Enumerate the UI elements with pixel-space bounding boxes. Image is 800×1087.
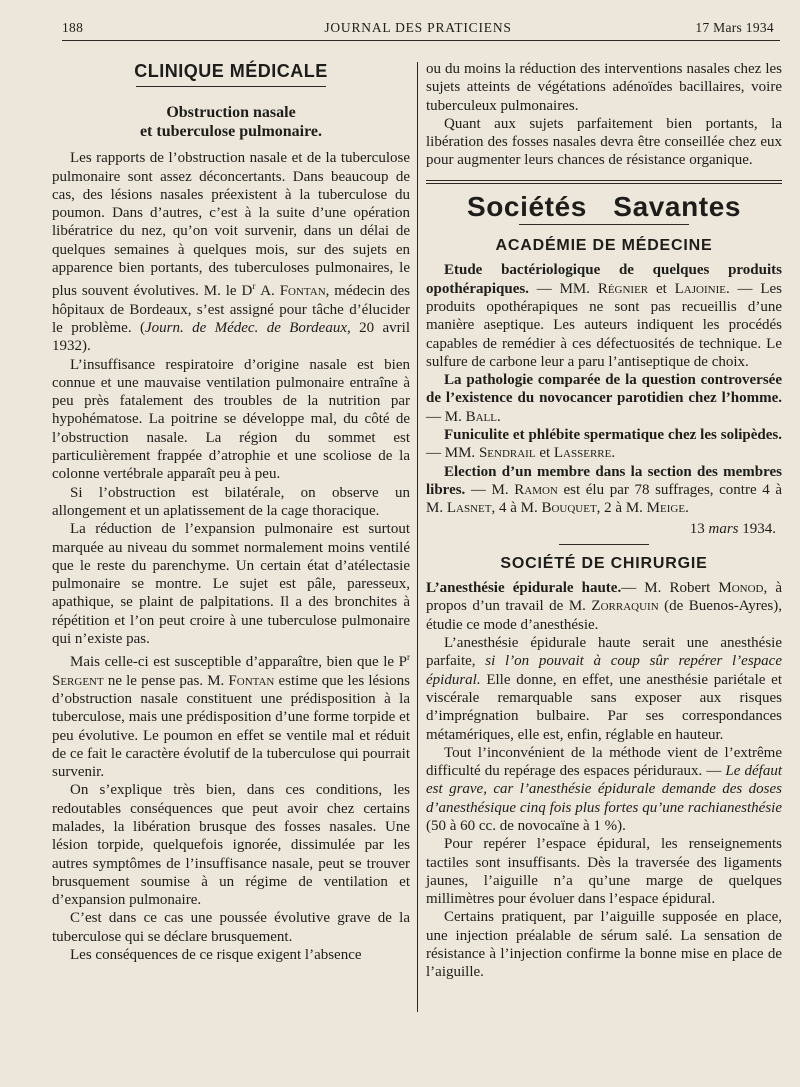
person-name: Régnier: [597, 280, 649, 297]
person-name: Fontan: [228, 672, 275, 689]
paragraph-1: [52, 149, 410, 355]
text: Les rapports de l’obstruction nasale et de la tuberculose pulmonaire sont assez déconcertants. Dans beaucoup de cas, des lésions nasales préexistent à la tuberculose du poumon. Dans d’autres, c’est à la suite d’une opération libératrice du nez, qu’on voit survenir, dans un délai de quelques semaines à quelques mois, sur des sujets en apparence bien portants, des tuberculoses pulmonaires, le plus souvent évolutives. M. le D: [52, 150, 410, 300]
article-title-line-2: et tuberculose pulmonaire.: [139, 123, 323, 141]
person-name: Meige: [646, 500, 686, 517]
left-column: [52, 54, 410, 964]
section-underline: [136, 86, 326, 87]
text: (de Buenos-Ayres), étudie ce mode d’anesthésie.: [426, 598, 782, 633]
session-date: [426, 520, 782, 538]
article-title: [52, 103, 410, 141]
section-heading-societes: Sociétés Savantes: [466, 190, 742, 222]
text: — M. Robert: [621, 580, 719, 597]
superscript: r: [407, 652, 410, 663]
paragraph-2: L’insuffisance respiratoire d’origine nasale est bien connue et une mauvaise ventilation pulmonaire entraîne à peu près fatalement des troubles de la nutrition par hypohématose. La poitrine se développe mal, du côté de l’obstruction nasale. La région du sommet est particulièrement frappée d’atrophie et une scoliose de la colonne vertébrale apparaît peu à peu.: [52, 356, 410, 483]
person-name: Sendrail: [478, 445, 536, 462]
continued-paragraph: ou du moins la réduction des interventions nasales chez les sujets atteints de végétations adénoïdes bacillaires, voire tuberculeux pulmonaires.: [426, 61, 782, 114]
text: 20 avril 1932).: [52, 319, 410, 355]
text: L’anesthésie épidurale haute serait une anesthésie parfaite,: [426, 635, 782, 670]
entry-funiculite: [426, 426, 782, 463]
text: — M.: [465, 481, 515, 498]
section-heading-clinique: CLINIQUE MÉDICALE: [134, 61, 328, 81]
emphasis: Le défaut est grave, car l’anesthésie épidurale demande des doses d’anesthésique cinq fois plus fortes qu’une rachianesthésie: [426, 763, 782, 816]
page-number: 188: [62, 20, 84, 35]
paragraph-5: [52, 648, 410, 781]
person-name: Bouquet: [541, 500, 597, 517]
entry-title: Etude bactériologique de quelques produits opothérapiques.: [426, 262, 782, 297]
person-name: Ramon: [514, 481, 558, 498]
person-name: Monod: [718, 580, 764, 597]
person-name: Zorraquin: [591, 598, 659, 615]
person-name: Lasnet: [446, 500, 492, 517]
person-name: Lajoinie: [674, 280, 726, 297]
text: , 4 à M.: [491, 500, 542, 517]
text: — MM.: [528, 280, 598, 297]
text: — MM.: [426, 445, 479, 462]
section-underline: [519, 224, 689, 225]
text: , à propos d’un travail de M.: [426, 580, 782, 615]
paragraph-7: C’est dans ce cas une poussée évolutive grave de la tuberculose qui se déclare brusquement.: [52, 910, 410, 945]
text: , médecin des hôpitaux de Bordeaux, s’est assigné pour tâche d’élucider le problème. (: [52, 283, 411, 336]
text: 13: [689, 520, 709, 537]
entry-title: Funiculite et phlébite spermatique chez les solipèdes.: [444, 427, 782, 444]
article-title-line-1: Obstruction nasale: [166, 104, 296, 122]
text: 1934.: [738, 520, 776, 537]
paragraph-anesthesie-5: Certains pratiquent, par l’aiguille supposée en place, une injection préalable de sérum salé. La sensation de résistance à l’injection confirme la bonne mise en place de l’aiguille.: [426, 909, 782, 981]
entry-etude-bacteriologique: [426, 261, 782, 371]
text: Elle donne, en effet, une anesthésie pariétale et viscérale remarquable sans exposer aux risques d’imprégnation bulbaire. Par ses correspondances métamériques, elle est, enfin, réglable en hauteur.: [426, 671, 782, 743]
separator-rule: [559, 544, 649, 545]
subheading-academie: ACADÉMIE DE MÉDECINE: [495, 237, 713, 255]
entry-title: La pathologie comparée de la question controversée de l’existence du novocancer parotidien chez l’homme.: [426, 372, 782, 407]
entry-title: Election d’un membre dans la section des membres libres.: [426, 463, 782, 498]
text: .: [496, 408, 501, 425]
superscript: r: [252, 281, 256, 292]
text: est élu par 78 suffrages, contre 4 à M.: [426, 481, 783, 517]
text: , 2 à M.: [596, 500, 647, 517]
entry-title: L’anesthésie épidurale haute.: [426, 580, 622, 597]
column-divider: [417, 62, 418, 1012]
person-name: Sergent: [52, 672, 104, 689]
text: — M.: [426, 408, 466, 425]
paragraph-6: On s’explique très bien, dans ces conditions, les redoutables conséquences que peut avoir chez certains malades, la libération brusque des fosses nasales. Une lésion torpide, quelquefois ignorée, dissimulée par les autres symptômes de l’insuffisance nasale, peut se trouver brusquement soumise à un régime de ventilation et d’expansion pulmonaire.: [52, 782, 410, 909]
paragraph-8: Les conséquences de ce risque exigent l’absence: [70, 947, 362, 964]
text: Tout l’inconvénient de la méthode vient de l’extrême difficulté du repérage des espaces périduraux. —: [426, 744, 782, 780]
issue-date: 17 Mars 1934: [695, 20, 774, 35]
text: estime que les lésions d’obstruction nasale constituent une prédisposition à la tuberculose, mais une prédisposition d’une forme torpide et peu évolutive. Le poumon en effet se ventile mal et réduit de ce fait le caractère évolutif de la tuberculose qui pourrait survenir.: [52, 672, 410, 781]
entry-anesthesie: [426, 579, 782, 634]
emphasis: si l’on pouvait à coup sûr repérer l’espace épidural.: [426, 653, 782, 688]
person-name: Ball: [465, 408, 497, 425]
header-rule: [62, 40, 780, 41]
text: mars: [708, 520, 739, 537]
double-rule: [426, 180, 782, 184]
entry-pathologie-comparee: [426, 371, 782, 426]
text: Mais celle-ci est susceptible d’apparaître, bien que le P: [70, 654, 407, 671]
right-column: [426, 60, 782, 982]
subheading-chirurgie: SOCIÉTÉ DE CHIRURGIE: [500, 554, 708, 572]
paragraph-4: La réduction de l’expansion pulmonaire est surtout marquée au niveau du sommet normalement moins ventilé que le reste du parenchyme. Un certain état d’atélectasie pulmonaire se montre. Le sujet est pâle, paresseux, apathique, se plaint de palpitations. Il a des bronchites à répétition et l’on peut croire à une tuberculose pulmonaire qui n’existe pas.: [52, 521, 410, 648]
text: et: [535, 445, 554, 462]
paragraph-conclusion: Quant aux sujets parfaitement bien portants, la libération des fosses nasales devra être conseillée chez eux pour augmenter leurs chances de résistance organique.: [426, 115, 782, 169]
page-header: [62, 20, 774, 40]
text: et: [648, 280, 675, 297]
text: .: [611, 445, 616, 462]
journal-title: JOURNAL DES PRATICIENS: [324, 20, 512, 35]
text: .: [685, 500, 689, 517]
person-name: Lasserre: [553, 445, 612, 462]
paragraph-anesthesie-3: [426, 744, 782, 835]
paragraph-3: Si l’obstruction est bilatérale, on observe un allongement et un aplatissement de la cage thoracique.: [52, 484, 410, 519]
source-citation: Journ. de Médec. de Bordeaux,: [144, 319, 351, 336]
text: (50 à 60 cc. de novocaïne à 1 %).: [426, 817, 626, 834]
entry-election: [426, 463, 782, 518]
text: . — Les produits opothérapiques ne sont pas recueillis d’une manière aseptique. Les auteurs indiquent les procédés capables de remédier à ces défectuosités de technique. Le sulfure de carbone leur a paru l’antiseptique de choix.: [426, 280, 782, 370]
paragraph-anesthesie-4: Pour repérer l’espace épidural, les renseignements tactiles sont insuffisants. Dès la traversée des ligaments jaunes, l’aiguille n’a qu’une marge de quelques millimètres pour évoluer dans l’espace épidural.: [426, 836, 782, 908]
paragraph-anesthesie-2: [426, 634, 782, 744]
text: ne le pense pas. M.: [103, 672, 229, 689]
author-name: A. Fontan: [260, 283, 326, 300]
